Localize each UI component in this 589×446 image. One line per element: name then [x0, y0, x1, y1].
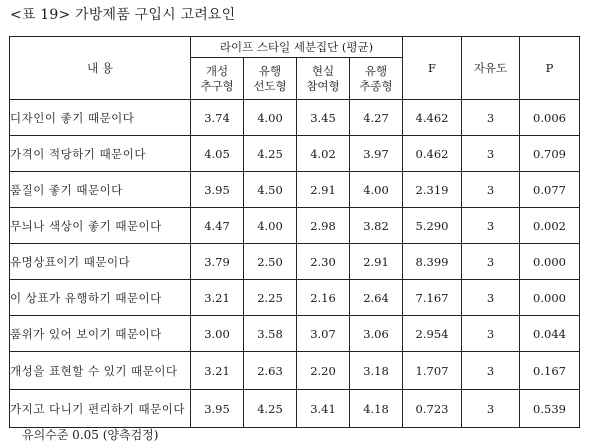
p-cell: 0.000 [520, 244, 580, 280]
table-row [10, 244, 580, 280]
value-cell: 3.95 [191, 390, 244, 428]
subheader-line: 참여형 [306, 78, 340, 93]
subheader-line: 추구형 [200, 78, 234, 93]
table-row [10, 316, 580, 352]
df-cell: 3 [462, 172, 520, 208]
value-cell: 4.02 [297, 136, 350, 172]
value-cell: 3.74 [191, 100, 244, 136]
subheader-cell [244, 58, 297, 100]
value-cell: 2.63 [244, 352, 297, 390]
f-cell: 7.167 [403, 280, 462, 316]
value-cell: 4.00 [350, 172, 403, 208]
table-caption: <표 19> 가방제품 구입시 고려요인 [10, 7, 236, 23]
value-cell: 3.07 [297, 316, 350, 352]
value-cell: 3.95 [191, 172, 244, 208]
value-cell: 3.82 [350, 208, 403, 244]
p-cell: 0.539 [520, 390, 580, 428]
value-cell: 3.21 [191, 280, 244, 316]
value-cell: 4.18 [350, 390, 403, 428]
p-cell: 0.167 [520, 352, 580, 390]
data-table [9, 36, 580, 428]
subheader-line: 유행 [364, 63, 388, 78]
value-cell: 3.45 [297, 100, 350, 136]
subheader-line: 선도형 [253, 78, 287, 93]
value-cell: 3.79 [191, 244, 244, 280]
value-cell: 3.06 [350, 316, 403, 352]
value-cell: 2.64 [350, 280, 403, 316]
row-label: 가격이 적당하기 때문이다 [10, 136, 191, 172]
df-cell: 3 [462, 390, 520, 428]
value-cell: 2.91 [350, 244, 403, 280]
significance-footnote: 유의수준 0.05 (양측검정) [22, 428, 159, 442]
value-cell: 3.97 [350, 136, 403, 172]
subheader-cell [350, 58, 403, 100]
value-cell: 2.16 [297, 280, 350, 316]
table-row [10, 390, 580, 428]
value-cell: 3.41 [297, 390, 350, 428]
p-cell: 0.709 [520, 136, 580, 172]
p-cell: 0.006 [520, 100, 580, 136]
header-p: P [520, 37, 580, 100]
df-cell: 3 [462, 136, 520, 172]
table-row [10, 352, 580, 390]
header-content: 내 용 [10, 37, 191, 100]
p-cell: 0.000 [520, 280, 580, 316]
p-cell: 0.044 [520, 316, 580, 352]
subheader-line: 현실 [311, 63, 335, 78]
subheader-cell [191, 58, 244, 100]
value-cell: 2.30 [297, 244, 350, 280]
f-cell: 1.707 [403, 352, 462, 390]
table-row [10, 208, 580, 244]
value-cell: 2.91 [297, 172, 350, 208]
value-cell: 2.20 [297, 352, 350, 390]
row-label: 디자인이 좋기 때문이다 [10, 100, 191, 136]
header-df: 자유도 [462, 37, 520, 100]
df-cell: 3 [462, 208, 520, 244]
f-cell: 5.290 [403, 208, 462, 244]
value-cell: 4.47 [191, 208, 244, 244]
df-cell: 3 [462, 316, 520, 352]
value-cell: 2.25 [244, 280, 297, 316]
row-label: 개성을 표현할 수 있기 때문이다 [10, 352, 191, 390]
p-cell: 0.002 [520, 208, 580, 244]
row-label: 이 상표가 유행하기 때문이다 [10, 280, 191, 316]
value-cell: 3.18 [350, 352, 403, 390]
value-cell: 4.50 [244, 172, 297, 208]
df-cell: 3 [462, 352, 520, 390]
subheader-line: 유행 [258, 63, 282, 78]
table-row [10, 136, 580, 172]
df-cell: 3 [462, 100, 520, 136]
value-cell: 4.05 [191, 136, 244, 172]
value-cell: 3.00 [191, 316, 244, 352]
value-cell: 3.58 [244, 316, 297, 352]
f-cell: 0.723 [403, 390, 462, 428]
row-label: 무늬나 색상이 좋기 때문이다 [10, 208, 191, 244]
value-cell: 4.25 [244, 390, 297, 428]
subheader-line: 개성 [205, 63, 229, 78]
subheader-cell [297, 58, 350, 100]
f-cell: 0.462 [403, 136, 462, 172]
value-cell: 4.25 [244, 136, 297, 172]
value-cell: 4.27 [350, 100, 403, 136]
value-cell: 3.21 [191, 352, 244, 390]
f-cell: 4.462 [403, 100, 462, 136]
f-cell: 2.954 [403, 316, 462, 352]
row-label: 유명상표이기 때문이다 [10, 244, 191, 280]
value-cell: 2.50 [244, 244, 297, 280]
row-label: 품위가 있어 보이기 때문이다 [10, 316, 191, 352]
df-cell: 3 [462, 280, 520, 316]
row-label: 가지고 다니기 편리하기 때문이다 [10, 390, 191, 428]
df-cell: 3 [462, 244, 520, 280]
table-row [10, 100, 580, 136]
f-cell: 2.319 [403, 172, 462, 208]
table-row [10, 172, 580, 208]
row-label: 품질이 좋기 때문이다 [10, 172, 191, 208]
header-f: F [403, 37, 462, 100]
value-cell: 2.98 [297, 208, 350, 244]
f-cell: 8.399 [403, 244, 462, 280]
table-row [10, 280, 580, 316]
value-cell: 4.00 [244, 100, 297, 136]
subheader-line: 추종형 [359, 78, 393, 93]
header-group: 라이프 스타일 세분집단 (평균) [191, 37, 403, 58]
p-cell: 0.077 [520, 172, 580, 208]
value-cell: 4.00 [244, 208, 297, 244]
